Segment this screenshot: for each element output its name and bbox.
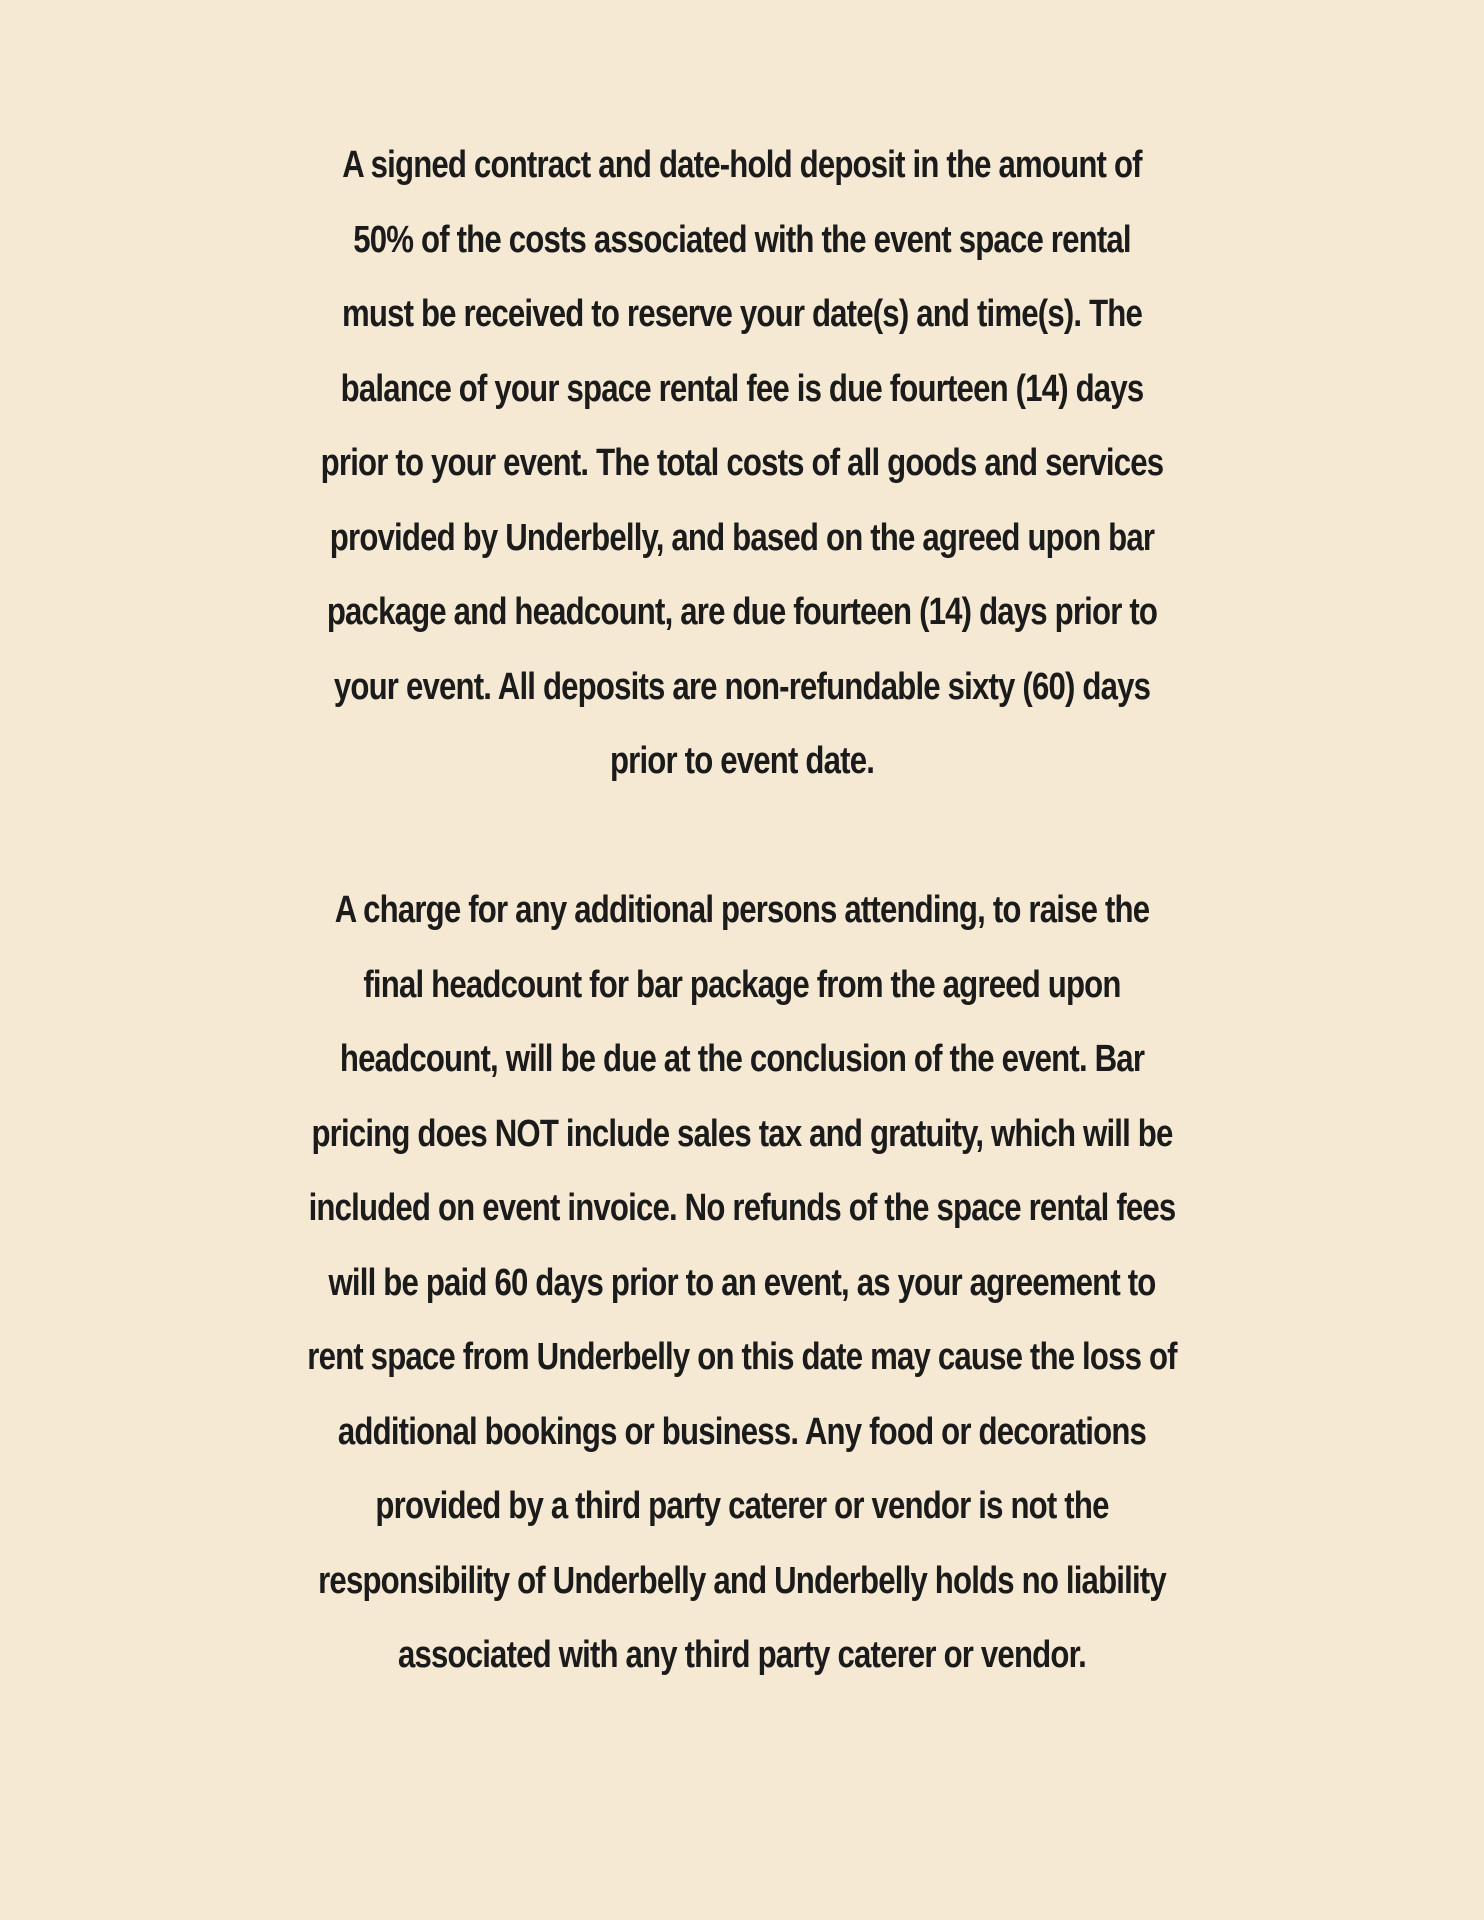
paragraph-line: prior to your event. The total costs of all goods and services [320,442,1164,484]
paragraph-line: rent space from Underbelly on this date may cause the loss of [307,1336,1177,1378]
paragraph-line: pricing does NOT include sales tax and gratuity, which will be [311,1112,1173,1155]
paragraph-line: A charge for any additional persons attending, to raise the [334,889,1150,931]
paragraph-line: final headcount for bar package from the agreed upon [363,963,1121,1006]
paragraph-line: 50% of the costs associated with the event space rental [353,218,1131,261]
deposit-policy-paragraph [232,128,1252,799]
paragraph-line: A signed contract and date-hold deposit in the amount of [342,144,1142,186]
paragraph-line: included on event invoice. No refunds of the space rental fees [308,1187,1176,1229]
paragraph-line: associated with any third party caterer or vendor. [397,1634,1087,1676]
paragraph-line: provided by Underbelly, and based on the agreed upon bar [329,516,1155,559]
policy-document [110,128,1374,1693]
paragraph-line: will be paid 60 days prior to an event, as your agreement to [328,1261,1156,1304]
paragraph-line: package and headcount, are due fourteen (14) days prior to [326,591,1158,633]
paragraph-line: headcount, will be due at the conclusion of the event. Bar [339,1038,1145,1080]
paragraph-line: must be received to reserve your date(s) and time(s). The [341,293,1143,335]
charges-liability-paragraph [232,873,1252,1693]
paragraph-line: balance of your space rental fee is due fourteen (14) days [340,367,1144,410]
paragraph-line: provided by a third party caterer or vendor is not the [375,1485,1109,1527]
paragraph-line: responsibility of Underbelly and Underbelly holds no liability [318,1559,1166,1602]
paragraph-line: additional bookings or business. Any food or decorations [337,1410,1147,1453]
paragraph-line: prior to event date. [609,740,875,782]
paragraph-line: your event. All deposits are non-refundable sixty (60) days [333,665,1151,708]
